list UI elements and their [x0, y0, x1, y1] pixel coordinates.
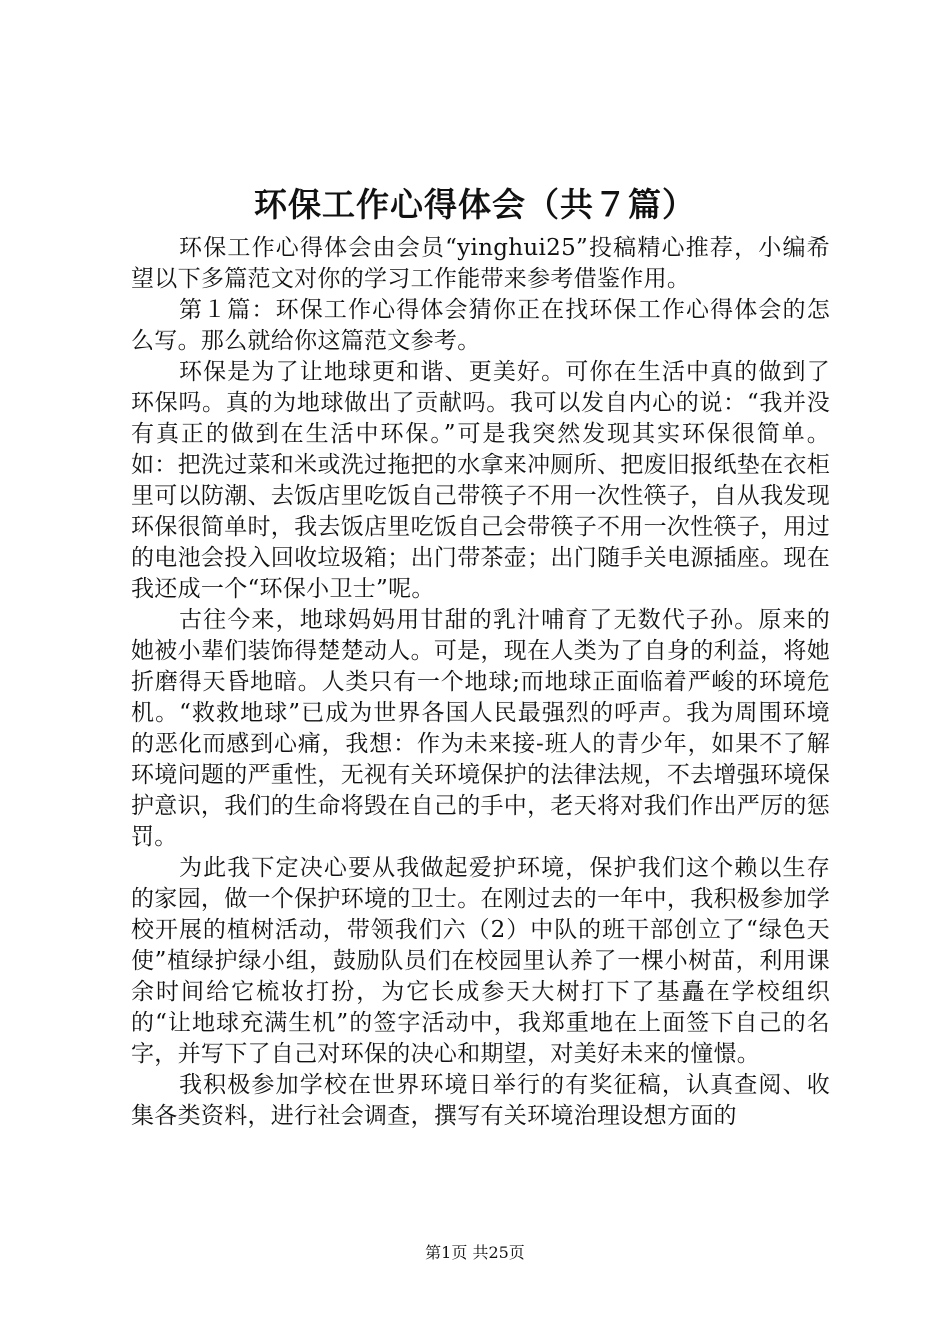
paragraph-intro: 环保工作心得体会由会员“yinghui25”投稿精心推荐，小编希望以下多篇范文对你的学习工作能带来参考借鉴作用。: [131, 235, 830, 292]
paragraph: 为此我下定决心要从我做起爱护环境，保护我们这个赖以生存的家园，做一个保护环境的卫士。在刚过去的一年中，我积极参加学校开展的植树活动，带领我们六（2）中队的班干部创立了“绿色天使”植绿护绿小组，鼓励队员们在校园里认养了一棵小树苗，利用课余时间给它梳妆打扮，为它长成参天大树打下了基矗在学校组织的“让地球充满生机”的签字活动中，我郑重地在上面签下自己的名字，并写下了自己对环保的决心和期望，对美好未来的憧憬。: [131, 855, 830, 1067]
document-body: [131, 233, 830, 1132]
paragraph: 古往今来，地球妈妈用甘甜的乳汁哺育了无数代子孙。原来的她被小辈们装饰得楚楚动人。可是，现在人类为了自身的利益，将她折磨得天昏地暗。人类只有一个地球;而地球正面临着严峻的环境危机。“救救地球”已成为世界各国人民最强烈的呼声。我为周围环境的恶化而感到心痛，我想：作为未来接-班人的青少年，如果不了解环境问题的严重性，无视有关环境保护的法律法规，不去增强环境保护意识，我们的生命将毁在自己的手中，老天将对我们作出严厉的惩罚。: [131, 607, 830, 850]
paragraph: 环保是为了让地球更和谐、更美好。可你在生活中真的做到了环保吗。真的为地球做出了贡献吗。我可以发自内心的说：“我并没有真正的做到在生活中环保。”可是我突然发现其实环保很简单。如：把洗过菜和米或洗过拖把的水拿来冲厕所、把废旧报纸垫在衣柜里可以防潮、去饭店里吃饭自己带筷子不用一次性筷子，自从我发现环保很简单时，我去饭店里吃饭自己会带筷子不用一次性筷子，用过的电池会投入回收垃圾箱；出门带茶壶；出门随手关电源插座。现在我还成一个“环保小卫士”呢。: [131, 359, 830, 602]
document-title: 环保工作心得体会（共７篇）: [254, 185, 696, 224]
page-number: 第1页 共25页: [425, 1243, 525, 1262]
paragraph: 我积极参加学校在世界环境日举行的有奖征稿，认真查阅、收集各类资料，进行社会调查，撰写有关环境治理设想方面的: [131, 1072, 830, 1129]
paragraph-chapter-heading: 第１篇：环保工作心得体会猜你正在找环保工作心得体会的怎么写。那么就给你这篇范文参考。: [131, 297, 830, 354]
